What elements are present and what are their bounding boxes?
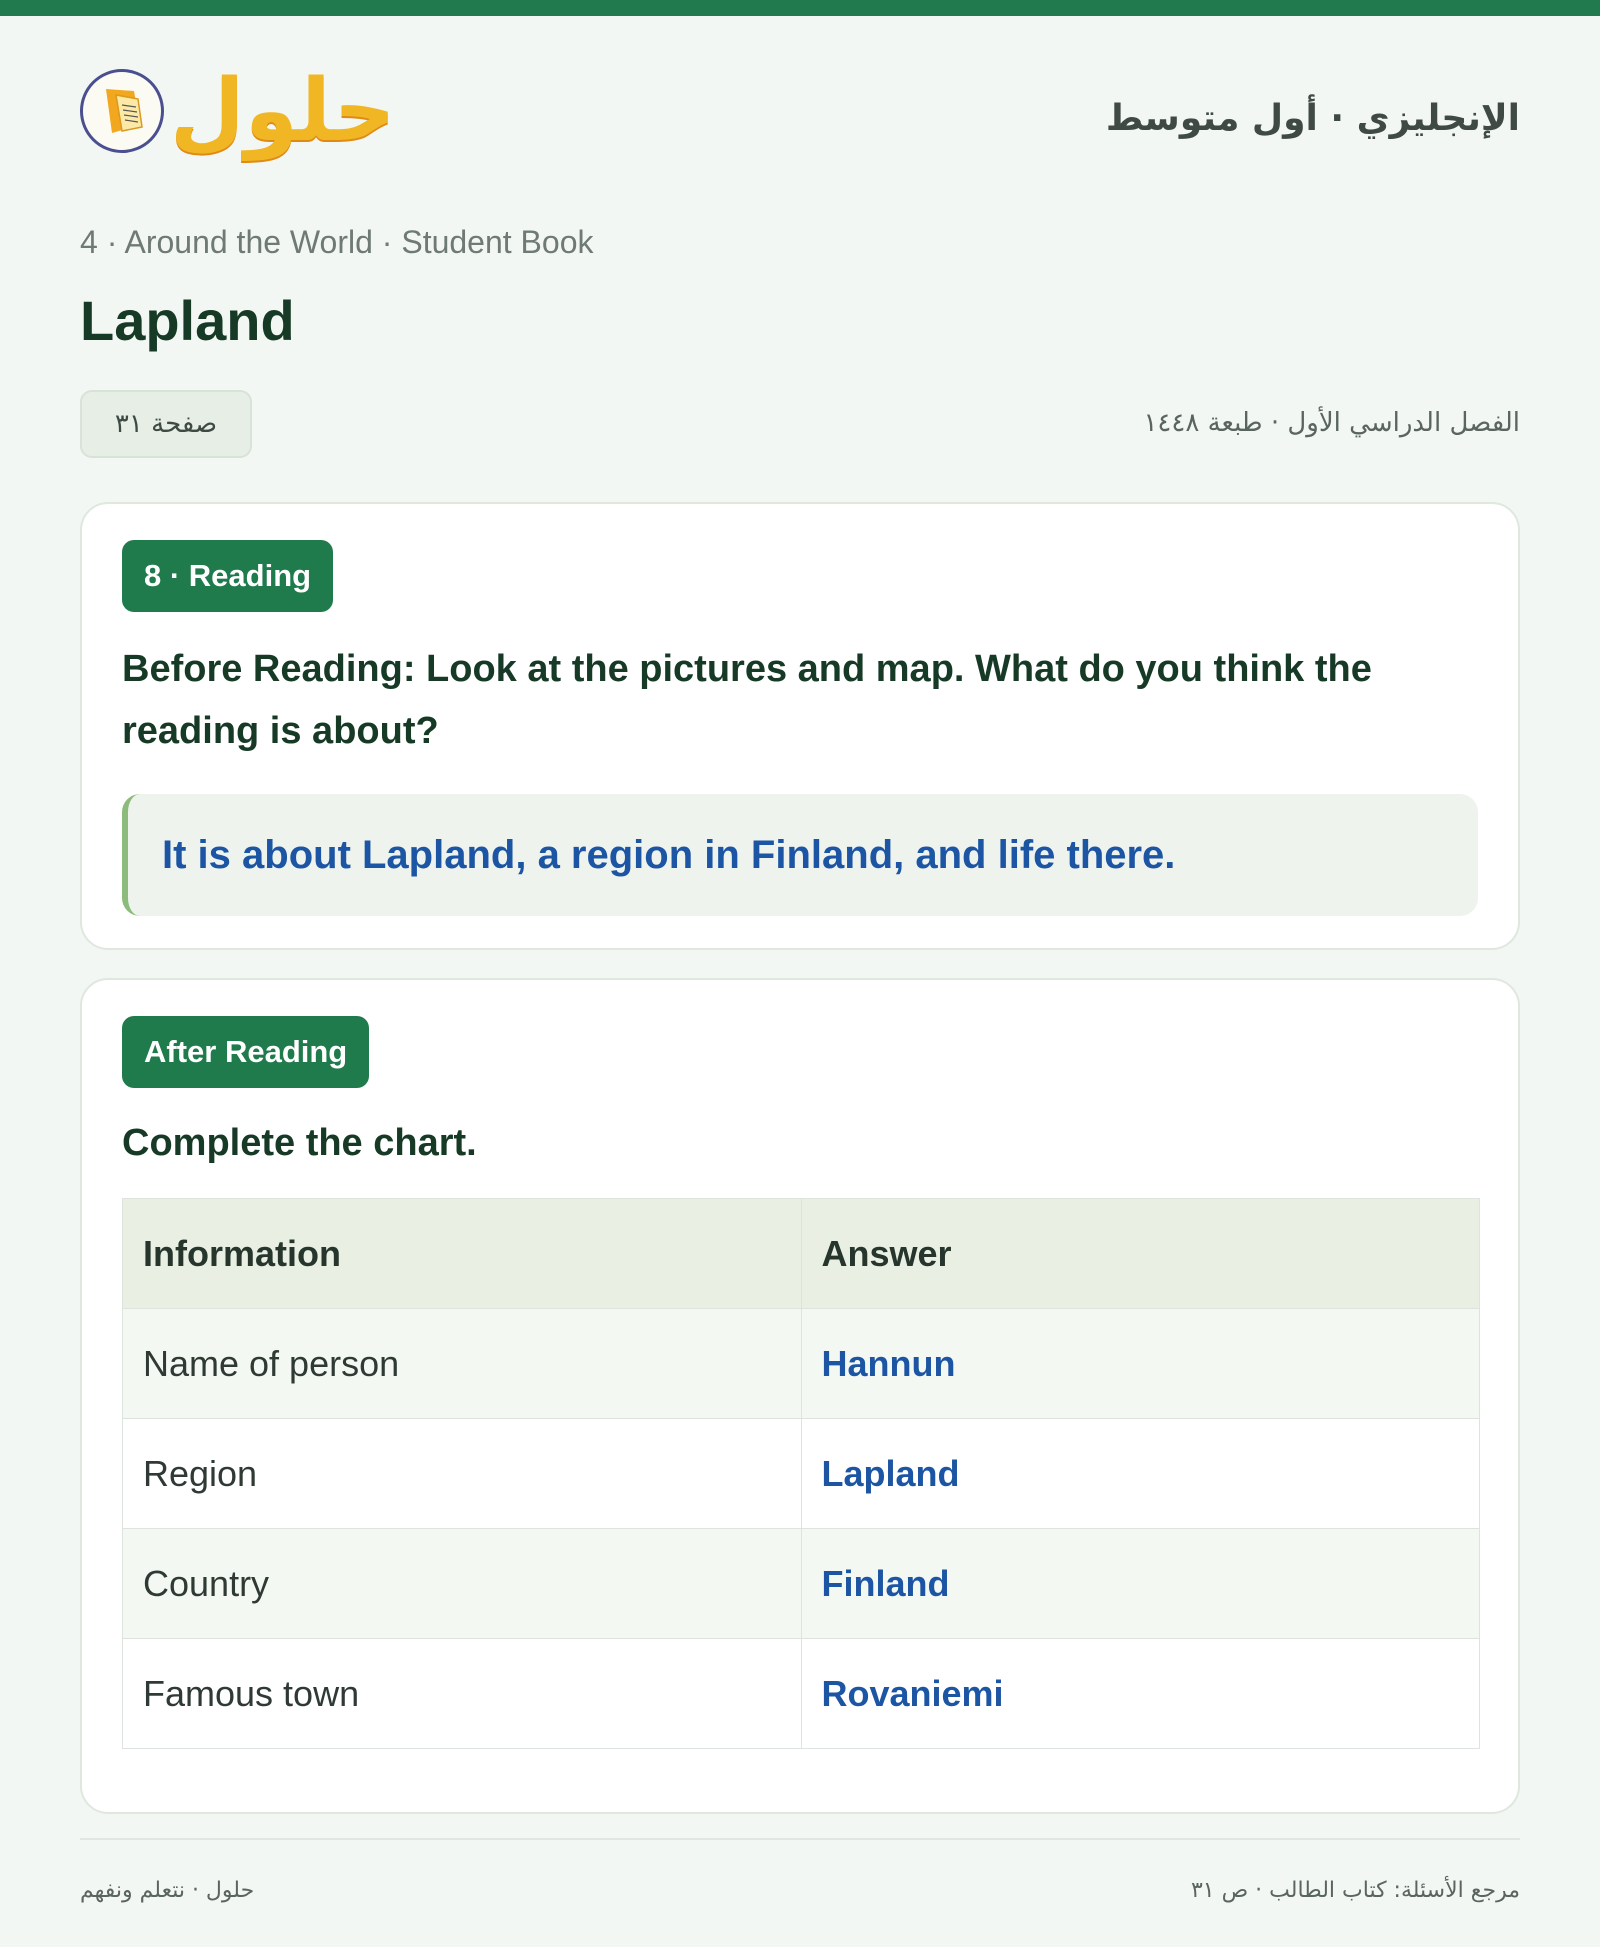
- answer-text: It is about Lapland, a region in Finland, and life there.: [162, 832, 1176, 877]
- column-header-information: Information: [123, 1199, 802, 1309]
- after-reading-card: [80, 978, 1520, 1814]
- logo[interactable]: [80, 61, 396, 161]
- info-cell: Country: [123, 1529, 802, 1639]
- footer-reference: مرجع الأسئلة: كتاب الطالب · ص ٣١: [1190, 1878, 1520, 1903]
- answer-cell: Hannun: [801, 1309, 1480, 1419]
- term-info: الفصل الدراسي الأول · طبعة ١٤٤٨: [1143, 408, 1520, 438]
- before-reading-question: Before Reading: Look at the pictures and map. What do you think the reading is about?: [122, 648, 1372, 752]
- top-accent-bar: [0, 0, 1600, 16]
- column-header-answer: Answer: [801, 1199, 1480, 1309]
- page: [80, 16, 1520, 1903]
- page-number-chip: صفحة ٣١: [80, 390, 252, 458]
- book-icon: [80, 69, 164, 153]
- information-table: [122, 1198, 1480, 1749]
- info-cell: Famous town: [123, 1639, 802, 1749]
- after-reading-question: Complete the chart.: [122, 1122, 477, 1164]
- table-row: [123, 1419, 1480, 1529]
- table-row: [123, 1529, 1480, 1639]
- page-title: Lapland: [80, 289, 295, 352]
- table-row: [123, 1639, 1480, 1749]
- info-cell: Region: [123, 1419, 802, 1529]
- section-badge-after-reading: After Reading: [122, 1016, 369, 1088]
- logo-text: حلول: [170, 61, 396, 161]
- header: [80, 16, 1520, 216]
- before-reading-answer: [122, 794, 1478, 916]
- breadcrumb: 4 · Around the World · Student Book: [80, 224, 594, 260]
- answer-cell: Lapland: [801, 1419, 1480, 1529]
- answer-cell: Rovaniemi: [801, 1639, 1480, 1749]
- footer-tagline: حلول · نتعلم ونفهم: [80, 1878, 255, 1903]
- section-badge-reading: 8 · Reading: [122, 540, 333, 612]
- reading-card: [80, 502, 1520, 950]
- answer-cell: Finland: [801, 1529, 1480, 1639]
- subject-title: الإنجليزي · أول متوسط: [1105, 98, 1520, 139]
- info-cell: Name of person: [123, 1309, 802, 1419]
- footer-divider: [80, 1838, 1520, 1840]
- table-row: [123, 1309, 1480, 1419]
- table-header-row: [123, 1199, 1480, 1309]
